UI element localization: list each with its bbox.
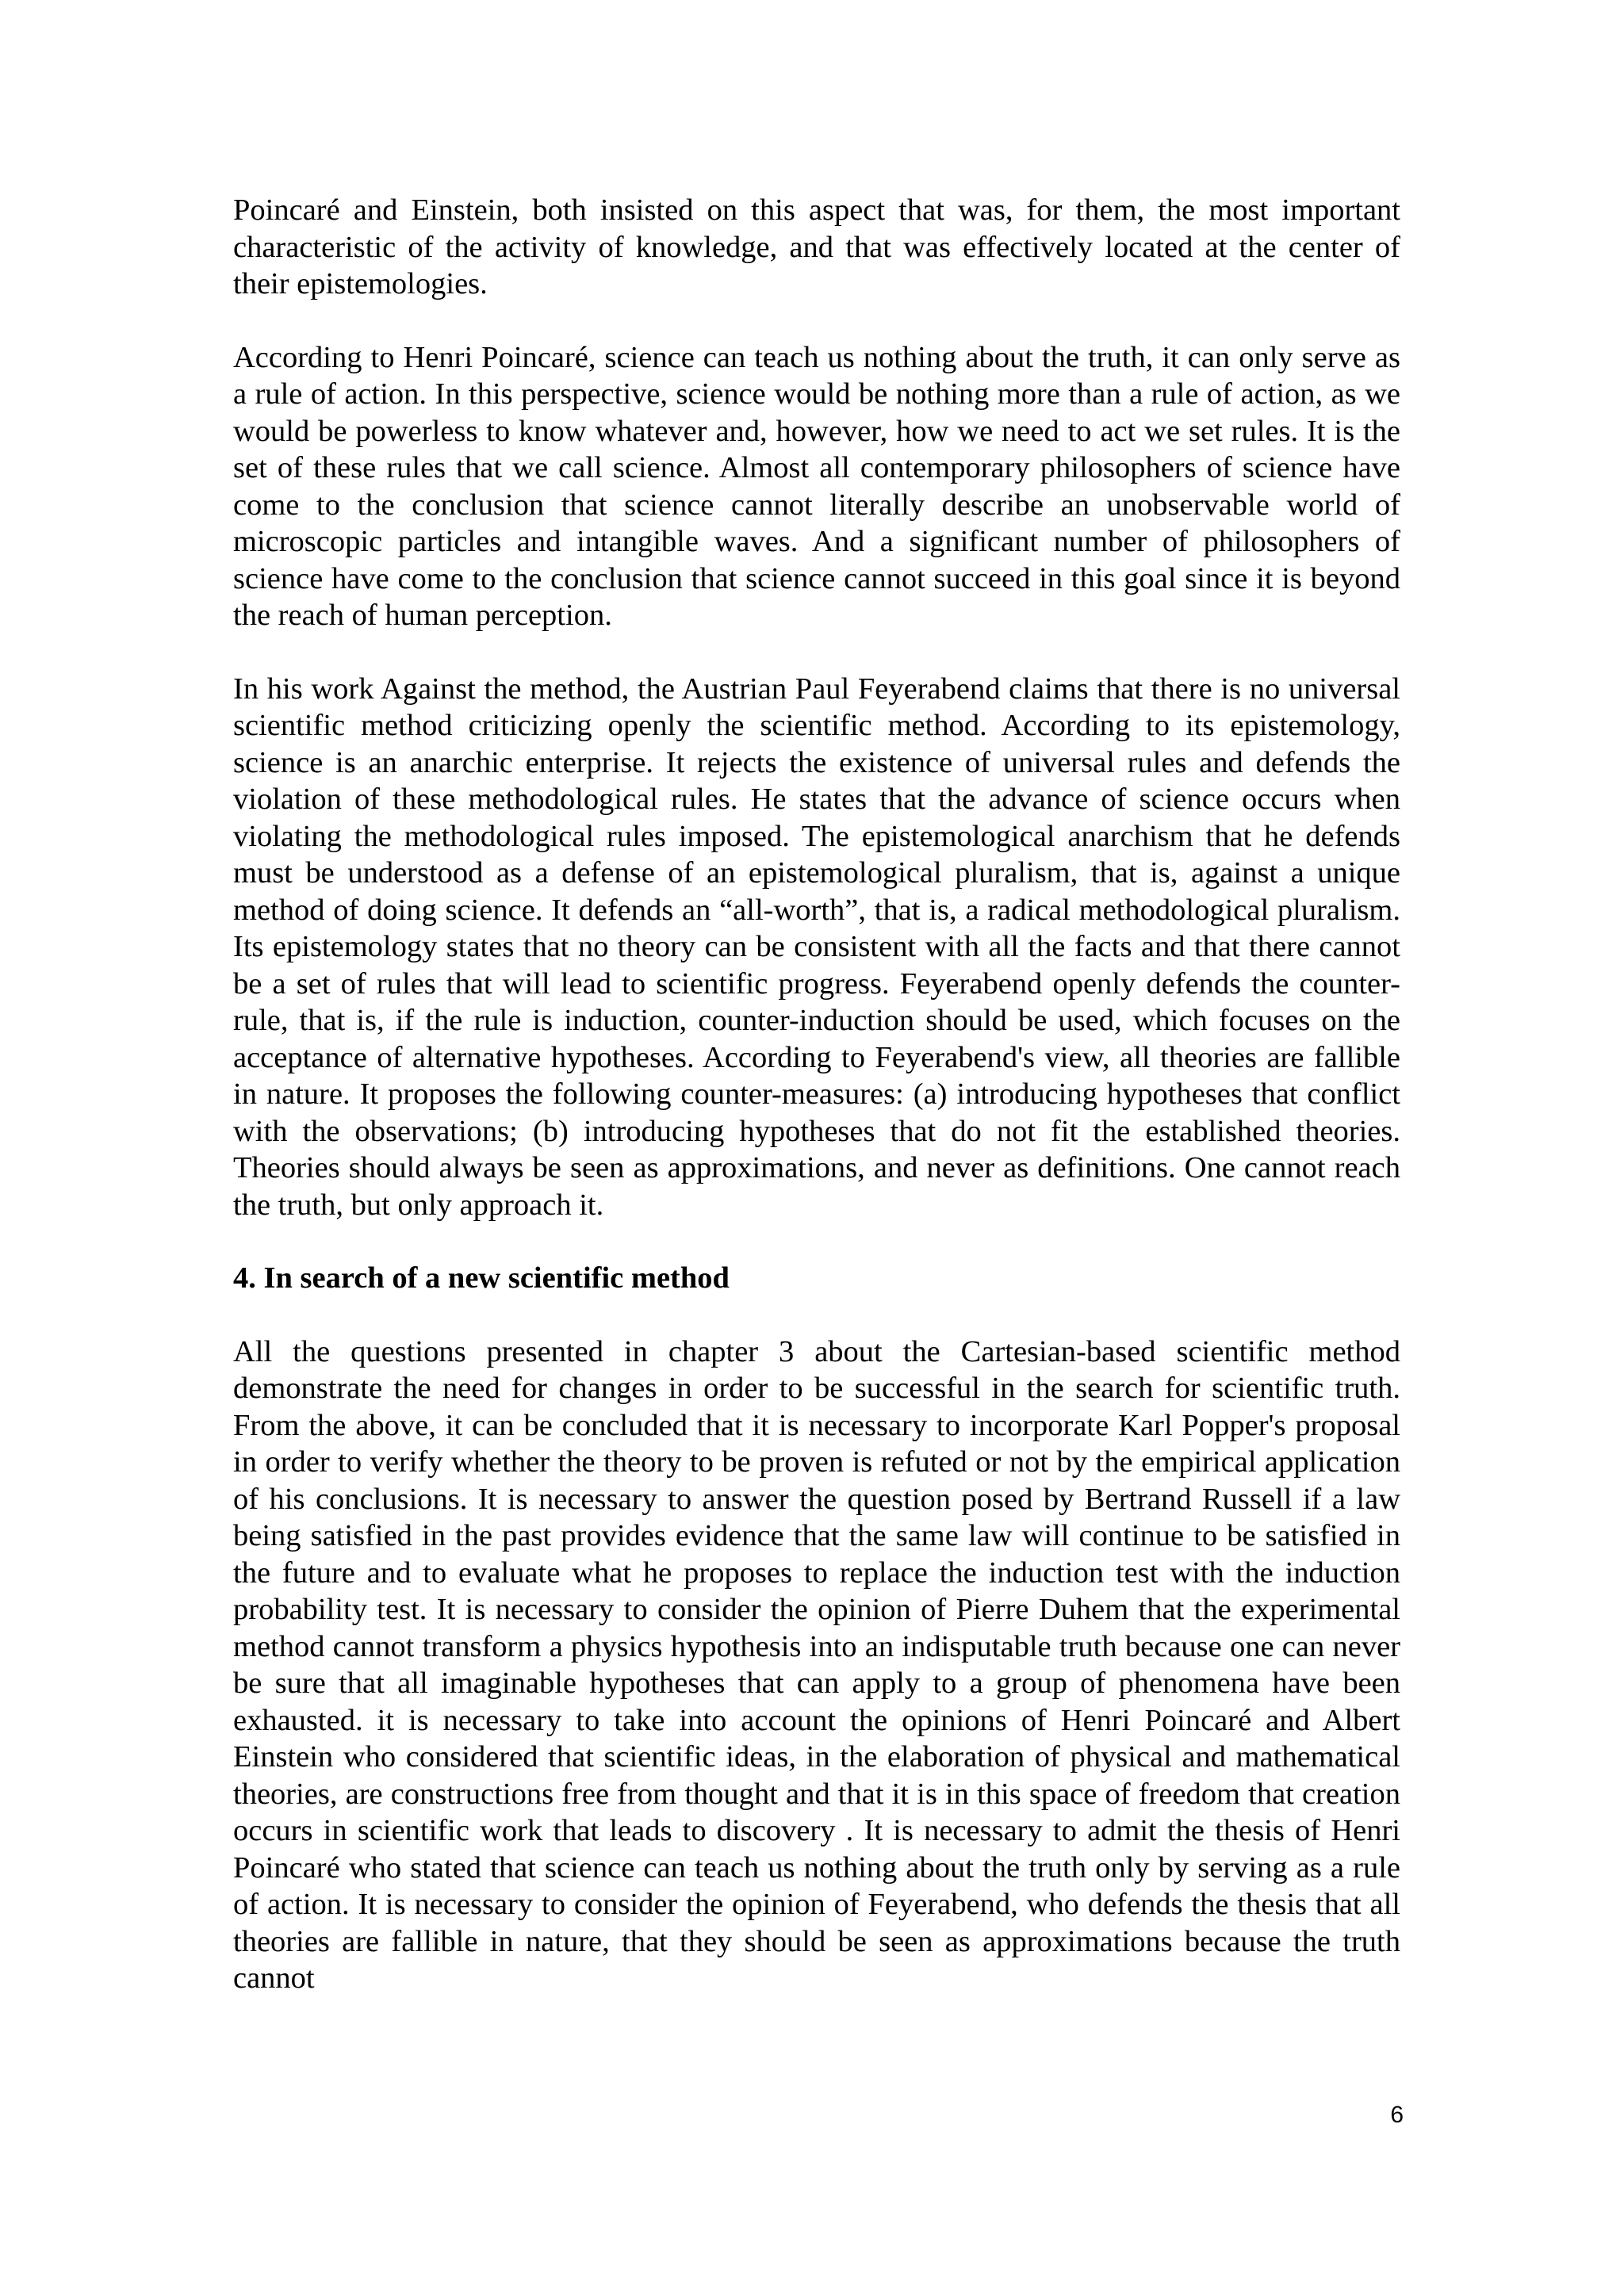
page-number: 6 [1390, 2102, 1404, 2128]
section-heading: 4. In search of a new scientific method [233, 1261, 730, 1295]
paragraph-epistemologies: Poincaré and Einstein, both insisted on this aspect that was, for them, the most important characteristic of the activity of knowledge, and that was effectively located at the center of their epistemologies. [233, 193, 1400, 300]
paragraph-feyerabend: In his work Against the method, the Austrian Paul Feyerabend claims that there is no universal scientific method criticizing openly the scientific method. According to its epistemology, science is an anarchic enterprise. It rejects the existence of universal rules and defends the violation of these methodological rules. He states that the advance of science occurs when violating the methodological rules imposed. The epistemological anarchism that he defends must be understood as a defense of an epistemological pluralism, that is, against a unique method of doing science. It defends an “all-worth”, that is, a radical methodological pluralism. Its epistemology states that no theory can be consistent with all the facts and that there cannot be a set of rules that will lead to scientific progress. Feyerabend openly defends the counter-rule, that is, if the rule is induction, counter-induction should be used, which focuses on the acceptance of alternative hypotheses. According to Feyerabend's view, all theories are fallible in nature. It proposes the following counter-measures: (a) introducing hypotheses that conflict with the observations; (b) introducing hypotheses that do not fit the established theories. Theories should always be seen as approximations, and never as definitions. One cannot reach the truth, but only approach it. [233, 672, 1400, 1222]
paragraph-new-scientific-method: All the questions presented in chapter 3 about the Cartesian-based scientific method demonstrate the need for changes in order to be successful in the search for scientific truth. From the above, it can be concluded that it is necessary to incorporate Karl Popper's proposal in order to verify whether the theory to be proven is refuted or not by the empirical application of his conclusions. It is necessary to answer the question posed by Bertrand Russell if a law being satisfied in the past provides evidence that the same law will continue to be satisfied in the future and to evaluate what he proposes to replace the induction test with the induction probability test. It is necessary to consider the opinion of Pierre Duhem that the experimental method cannot transform a physics hypothesis into an indisputable truth because one can never be sure that all imaginable hypotheses that can apply to a group of phenomena have been exhausted. it is necessary to take into account the opinions of Henri Poincaré and Albert Einstein who considered that scientific ideas, in the elaboration of physical and mathematical theories, are constructions free from thought and that it is in this space of freedom that creation occurs in scientific work that leads to discovery . It is necessary to admit the thesis of Henri Poincaré who stated that science can teach us nothing about the truth only by serving as a rule of action. It is necessary to consider the opinion of Feyerabend, who defends the thesis that all theories are fallible in nature, that they should be seen as approximations because the truth cannot [233, 1334, 1400, 1995]
page-body [233, 192, 1400, 2034]
paragraph-poincare-rule-of-action: According to Henri Poincaré, science can teach us nothing about the truth, it can only serve as a rule of action. In this perspective, science would be nothing more than a rule of action, as we would be powerless to know whatever and, however, how we need to act we set rules. It is the set of these rules that we call science. Almost all contemporary philosophers of science have come to the conclusion that science cannot literally describe an unobservable world of microscopic particles and intangible waves. And a significant number of philosophers of science have come to the conclusion that science cannot succeed in this goal since it is beyond the reach of human perception. [233, 340, 1400, 632]
